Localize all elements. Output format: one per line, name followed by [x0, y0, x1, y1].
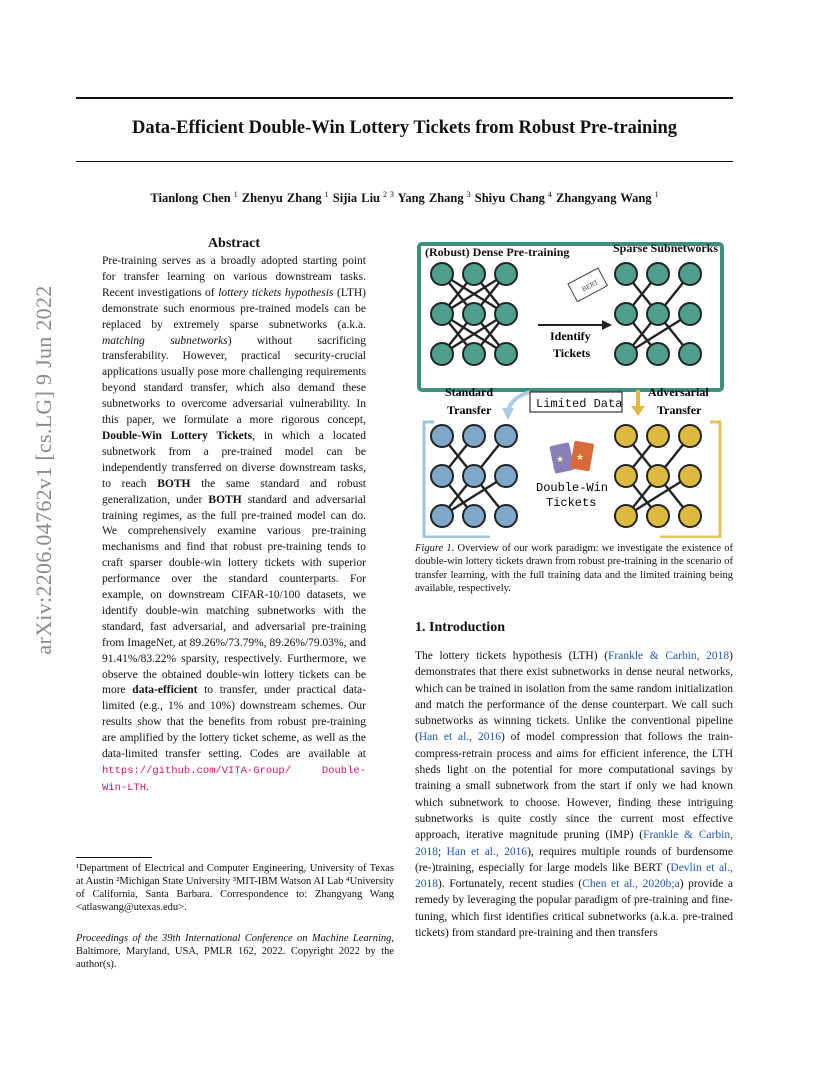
figure-caption: Figure 1. Overview of our work paradigm: we investigate the existence of double-win lottery tickets drawn from robust pre-training in the scenario of transfer learning, with the full training data and the limited training being available, respectively.: [415, 543, 733, 595]
network-node: [463, 303, 485, 325]
svg-text:★: ★: [576, 452, 585, 462]
network-node: [679, 465, 701, 487]
citation-link[interactable]: Chen et al., 2020b;a: [582, 878, 680, 891]
label-limited-data: Limited Data: [536, 397, 623, 411]
label-double-win: Double-Win: [536, 481, 609, 495]
network-node: [431, 303, 453, 325]
network-node: [463, 505, 485, 527]
network-node: [495, 425, 517, 447]
network-node: [615, 343, 637, 365]
network-node: [647, 425, 669, 447]
dense-network: [431, 263, 517, 365]
network-node: [495, 263, 517, 285]
title-bottom-rule: [76, 161, 733, 162]
network-node: [615, 303, 637, 325]
label-double-win-tickets: Tickets: [546, 496, 597, 510]
citation-link[interactable]: Frankle & Carbin, 2018: [415, 829, 733, 858]
network-node: [495, 505, 517, 527]
author-affiliation: 1: [651, 190, 659, 199]
adversarial-ticket-network: [615, 425, 701, 527]
network-node: [679, 303, 701, 325]
author-affiliation: 4: [544, 190, 552, 199]
author-affiliation: 1: [230, 190, 238, 199]
label-dense-pretraining: (Robust) Dense Pre-training: [425, 245, 570, 259]
author-affiliation: 1: [321, 190, 329, 199]
author-name: Zhenyu Zhang: [241, 191, 322, 206]
introduction-body: The lottery tickets hypothesis (LTH) (Frankle & Carbin, 2018) demonstrates that there exist subnetworks in dense neural networks, which can be trained in isolation from the same random initialization and match the performance of the dense counterpart. We call such subnetworks as winning tickets. Unlike the conventional pipeline (Han et al., 2016) of model compression that follows the train-compress-retrain process and aims for efficient inference, the LTH sheds light on the potential for more computational savings by training a small subnetwork from the start if only we had known which subnetwork to choose. However, finding these intriguing subnetworks is quite costly since the current most effective approach, iterative magnitude pruning (IMP) (Frankle & Carbin, 2018; Han et al., 2016), requires multiple rounds of burdensome (re-)training, especially for large models like BERT (Devlin et al., 2018). Fortunately, recent studies (Chen et al., 2020b;a) provide a remedy by leveraging the popular paradigm of pre-training and fine-tuning, which first identifies critical subnetworks (a.k.a. pre-trained tickets) from standard pre-training and then transfers: [415, 650, 734, 940]
label-adversarial: Adversarial: [648, 385, 709, 399]
network-node: [495, 465, 517, 487]
network-node: [431, 425, 453, 447]
network-node: [431, 505, 453, 527]
label-tickets: Tickets: [553, 346, 591, 360]
network-node: [431, 465, 453, 487]
network-node: [431, 343, 453, 365]
author-affiliation: 3: [463, 190, 471, 199]
network-node: [647, 303, 669, 325]
author-name: Shiyu Chang: [474, 191, 545, 206]
network-node: [463, 465, 485, 487]
double-win-ticket-icons: [549, 440, 594, 473]
citation-link[interactable]: Han et al., 2016: [446, 845, 528, 858]
title-top-rule: [76, 97, 733, 99]
affiliations-footnote: ¹Department of Electrical and Computer Engineering, University of Texas at Austin ²Michigan State University ³MIT-IBM Watson AI Lab ⁴University of California, Santa Barbara. Correspondence to: Zhangyang Wang <atlaswang@utexas.edu>.: [76, 863, 394, 913]
network-node: [495, 343, 517, 365]
ticket-icon: [568, 268, 607, 302]
label-standard: Standard: [445, 385, 494, 399]
proceedings-note: Proceedings of the 39th International Conference on Machine Learning, Baltimore, Maryland, USA, PMLR 162, 2022. Copyright 2022 by the author(s).: [76, 933, 394, 970]
network-node: [615, 425, 637, 447]
author-name: Zhangyang Wang: [556, 191, 652, 206]
citation-link[interactable]: Frankle & Carbin, 2018: [608, 650, 730, 662]
author-name: Yang Zhang: [397, 191, 464, 206]
network-node: [679, 505, 701, 527]
svg-text:★: ★: [556, 454, 565, 464]
network-node: [615, 263, 637, 285]
network-node: [463, 263, 485, 285]
network-node: [615, 465, 637, 487]
sparse-network: [615, 263, 701, 365]
abstract-body: Pre-training serves as a broadly adopted starting point for transfer learning on various downstream tasks. Recent investigations of lottery tickets hypothesis (LTH) demonstrate such enormous pre-trained models can be replaced by extremely sparse subnetworks (a.k.a. matching subnetworks) without sacrificing transferability. However, practical security-crucial applications usually pose more challenging requirements beyond standard transfer, which also demand these subnetworks to overcome adversarial vulnerability. In this paper, we formulate a more rigorous concept, Double-Win Lottery Tickets, in which a located subnetwork from a pre-trained model can be independently transferred on diverse downstream tasks, to reach BOTH the same standard and robust generalization, under BOTH standard and adversarial training regimes, as the full pre-trained model can do. We comprehensively examine various pre-training mechanisms and find that robust pre-training tends to craft sparser double-win lottery tickets with superior performance over the standard counterparts. For example, on downstream CIFAR-10/100 datasets, we identify double-win matching subnetworks with the standard, fast adversarial, and adversarial pre-training from ImageNet, at 89.26%/73.79%, 89.26%/79.03%, and 91.41%/83.22% sparsity, respectively. Furthermore, we observe the obtained double-win lottery tickets can be more data-efficient to transfer, under practical data-limited (e.g., 1% and 10%) downstream schemes. Our results show that the benefits from robust pre-training are amplified by the lottery ticket scheme, as well as the data-limited transfer setting. Codes are available at https://github.com/VITA-Group/ Double-Win-LTH.: [102, 255, 366, 794]
ticket-text: BERT: [580, 278, 600, 294]
network-node: [495, 303, 517, 325]
abstract-heading: Abstract: [207, 236, 261, 251]
footnote-rule: [76, 857, 152, 858]
arxiv-stamp: arXiv:2206.04762v1 [cs.LG] 9 Jun 2022: [31, 285, 56, 655]
figure-1: [410, 232, 733, 538]
label-standard-transfer: Transfer: [447, 403, 492, 417]
label-sparse-subnetworks: Sparse Subnetworks: [613, 241, 719, 255]
standard-ticket-network: [431, 425, 517, 527]
paper-title: Data-Efficient Double-Win Lottery Tickets from Robust Pre-training: [131, 118, 678, 138]
section-heading-introduction: 1. Introduction: [415, 620, 505, 635]
author-name: Tianlong Chen: [150, 191, 231, 206]
network-node: [647, 343, 669, 365]
network-node: [679, 263, 701, 285]
label-adversarial-transfer: Transfer: [657, 403, 702, 417]
network-node: [463, 425, 485, 447]
author-affiliation: 2 3: [380, 190, 394, 199]
network-node: [679, 425, 701, 447]
author-list: [76, 190, 733, 206]
network-node: [431, 263, 453, 285]
citation-link[interactable]: Han et al., 2016: [418, 731, 501, 744]
network-node: [615, 505, 637, 527]
network-node: [647, 263, 669, 285]
code-link[interactable]: https://github.com/VITA-Group/ Double-Win-LTH: [102, 765, 366, 794]
author-name: Sijia Liu: [332, 191, 380, 206]
network-node: [463, 343, 485, 365]
citation-link[interactable]: Devlin et al., 2018: [415, 861, 734, 891]
network-node: [647, 505, 669, 527]
network-node: [647, 465, 669, 487]
label-identify: Identify: [550, 329, 591, 343]
network-node: [679, 343, 701, 365]
